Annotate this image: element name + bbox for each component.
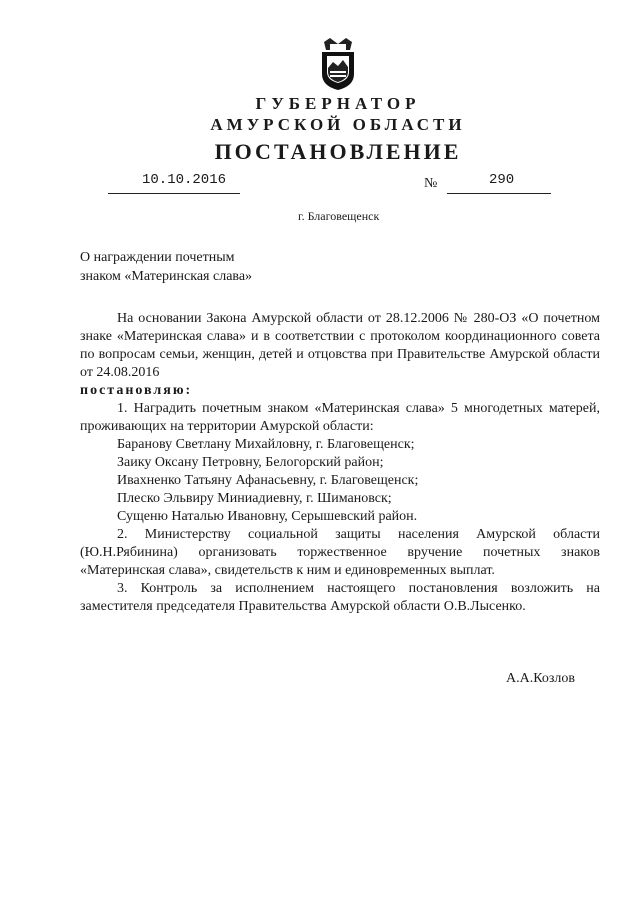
awardee-item: Сущеню Наталью Ивановну, Серышевский район. <box>117 509 418 524</box>
document-subject <box>80 248 252 286</box>
document-body <box>80 310 600 616</box>
awardee-item: Баранову Светлану Михайловну, г. Благовещенск; <box>117 437 415 452</box>
document-title: ПОСТАНОВЛЕНИЕ <box>214 139 462 164</box>
header-line-region: АМУРСКОЙ ОБЛАСТИ <box>210 115 466 134</box>
resolve-word: постановляю: <box>80 383 193 398</box>
item-2-paragraph: 2. Министерству социальной защиты населения Амурской области (Ю.Н.Рябинина) организовать торжественное вручение почетных знаков «Материнская слава», свидетельств к ним и единовременных выплат. <box>80 527 600 578</box>
city: г. Благовещенск <box>298 209 380 223</box>
header-line-governor: ГУБЕРНАТОР <box>255 94 421 113</box>
date-underline <box>108 193 240 194</box>
document-date: 10.10.2016 <box>142 172 227 188</box>
subject-line: О награждении почетным <box>80 250 235 265</box>
awardee-item: Заику Оксану Петровну, Белогорский район; <box>117 455 384 470</box>
coat-of-arms-icon <box>318 38 358 90</box>
signature-name: А.А.Козлов <box>506 671 575 686</box>
number-sign: № <box>424 176 438 191</box>
item-1-paragraph: 1. Наградить почетным знаком «Материнская слава» 5 многодетных матерей, проживающих на территории Амурской области: <box>80 401 600 434</box>
awardee-item: Плеско Эльвиру Миниадиевну, г. Шимановск; <box>117 491 392 506</box>
subject-line: знаком «Материнская слава» <box>80 269 253 284</box>
item-3-paragraph: 3. Контроль за исполнением настоящего постановления возложить на заместителя председателя Правительства Амурской области О.В.Лысенко. <box>80 581 600 614</box>
document-number: 290 <box>489 172 515 188</box>
awardee-item: Ивахненко Татьяну Афанасьевну, г. Благовещенск; <box>117 473 419 488</box>
preamble-paragraph: На основании Закона Амурской области от 28.12.2006 № 280-ОЗ «О почетном знаке «Материнская слава» и в соответствии с протоколом координационного совета по вопросам семьи, женщин, детей и отцовства при Правительстве Амурской области от 24.08.2016 <box>80 311 600 380</box>
number-underline <box>447 193 551 194</box>
